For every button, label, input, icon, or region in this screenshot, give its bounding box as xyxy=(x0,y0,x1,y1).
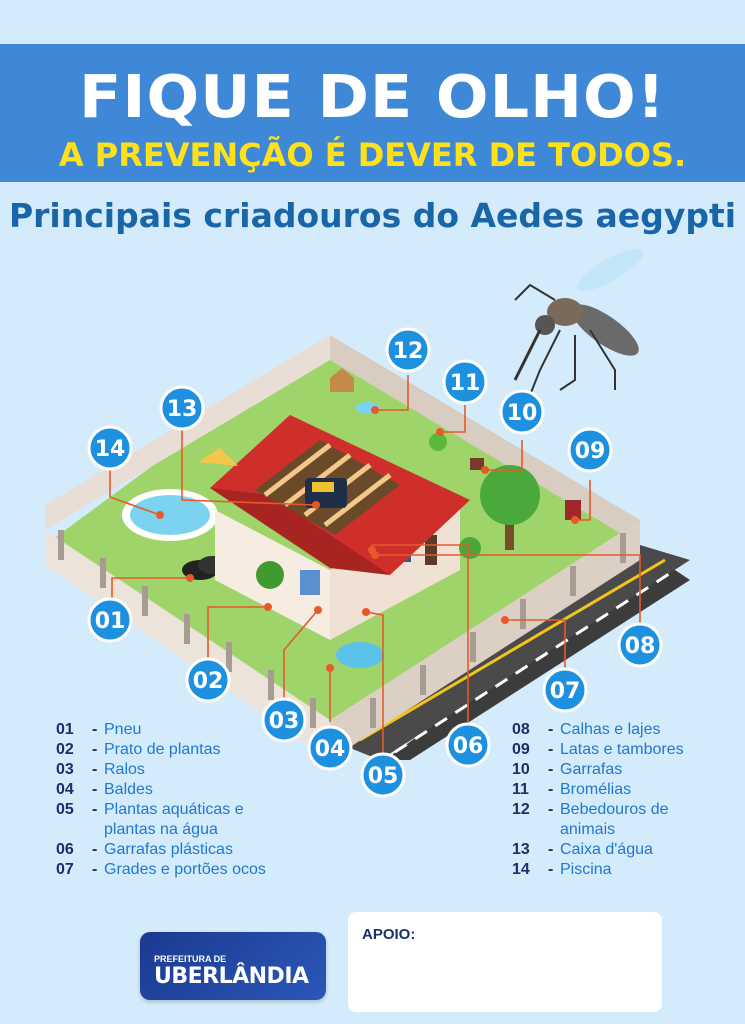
legend-item xyxy=(512,860,727,880)
legend-text: Bromélias xyxy=(560,781,632,798)
legend-left xyxy=(56,720,306,880)
legend-dash: - xyxy=(548,761,554,778)
legend-text: Plantas aquáticas e plantas na água xyxy=(104,801,244,838)
legend-text: Grades e portões ocos xyxy=(104,861,266,878)
badge-number: 14 xyxy=(94,437,126,462)
legend-text: Ralos xyxy=(104,761,145,778)
badge-number: 06 xyxy=(452,734,484,759)
badge-number: 02 xyxy=(192,669,224,694)
subtitle: A PREVENÇÃO É DEVER DE TODOS. xyxy=(58,136,687,174)
legend-number: 02 xyxy=(56,741,74,758)
legend-item xyxy=(56,760,306,780)
legend-text: Prato de plantas xyxy=(104,741,221,758)
badge-12 xyxy=(387,329,429,371)
legend-dash: - xyxy=(92,741,98,758)
badge-02 xyxy=(187,659,229,701)
legend-number: 13 xyxy=(512,841,530,858)
logo-line1: PREFEITURA DE xyxy=(154,954,227,964)
legend-right xyxy=(512,720,727,880)
badge-number: 09 xyxy=(574,439,606,464)
prefeitura-logo xyxy=(140,932,326,1000)
legend-dash: - xyxy=(92,781,98,798)
legend-text: Piscina xyxy=(560,861,612,878)
legend-item xyxy=(512,840,727,860)
legend-text: Garrafas plásticas xyxy=(104,841,233,858)
badge-11 xyxy=(444,361,486,403)
badge-number: 13 xyxy=(166,397,198,422)
legend-item xyxy=(56,720,306,740)
legend-number: 03 xyxy=(56,761,74,778)
legend-dash: - xyxy=(548,861,554,878)
legend-text: Pneu xyxy=(104,721,142,738)
legend-dash: - xyxy=(92,801,98,818)
legend-number: 05 xyxy=(56,801,74,818)
main-title: FIQUE DE OLHO! xyxy=(79,61,666,132)
badge-number: 12 xyxy=(392,339,424,364)
legend-dash: - xyxy=(548,801,554,818)
legend-number: 11 xyxy=(512,781,529,798)
legend-text: Latas e tambores xyxy=(560,741,684,758)
legend-item xyxy=(512,780,727,800)
badge-09 xyxy=(569,429,611,471)
legend-item xyxy=(56,780,306,800)
legend-item xyxy=(56,840,306,860)
apoio-label: APOIO: xyxy=(362,926,416,943)
badge-number: 01 xyxy=(94,609,126,634)
legend-text: Calhas e lajes xyxy=(560,721,661,738)
legend-number: 08 xyxy=(512,721,530,738)
badge-04 xyxy=(309,727,351,769)
legend-number: 09 xyxy=(512,741,530,758)
legend-number: 01 xyxy=(56,721,74,738)
mosquito-icon xyxy=(515,241,648,395)
badge-number: 08 xyxy=(624,634,656,659)
badge-number: 05 xyxy=(367,764,399,789)
badge-07 xyxy=(544,669,586,711)
legend-number: 14 xyxy=(512,861,530,878)
badge-10 xyxy=(501,391,543,433)
legend-text: Baldes xyxy=(104,781,153,798)
legend-dash: - xyxy=(92,721,98,738)
legend-item xyxy=(512,740,727,760)
legend-dash: - xyxy=(92,841,98,858)
legend-item xyxy=(56,800,306,840)
badge-14 xyxy=(89,427,131,469)
legend-number: 07 xyxy=(56,861,74,878)
legend-number: 10 xyxy=(512,761,530,778)
legend-item xyxy=(512,800,727,840)
badge-number: 07 xyxy=(549,679,581,704)
badge-05 xyxy=(362,754,404,796)
badge-01 xyxy=(89,599,131,641)
legend-text: Garrafas xyxy=(560,761,623,778)
pond xyxy=(336,642,384,668)
badge-number: 10 xyxy=(506,401,538,426)
logo-line2: UBERLÂNDIA xyxy=(154,964,309,989)
badge-08 xyxy=(619,624,661,666)
legend-number: 06 xyxy=(56,841,74,858)
legend-number: 04 xyxy=(56,781,74,798)
legend-dash: - xyxy=(92,761,98,778)
legend-text: Bebedouros de animais xyxy=(560,801,669,838)
legend-dash: - xyxy=(548,721,554,738)
bromeliad xyxy=(429,433,447,451)
potted-plant xyxy=(256,561,284,589)
badge-number: 03 xyxy=(268,709,300,734)
legend-text: Caixa d'água xyxy=(560,841,653,858)
legend-item xyxy=(56,740,306,760)
legend-dash: - xyxy=(548,741,554,758)
badge-number: 04 xyxy=(314,737,346,762)
badge-number: 11 xyxy=(449,371,481,396)
badge-06 xyxy=(447,724,489,766)
badge-13 xyxy=(161,387,203,429)
legend-item xyxy=(56,860,306,880)
legend-item xyxy=(512,760,727,780)
legend-dash: - xyxy=(92,861,98,878)
section-heading: Principais criadouros do Aedes aegypti xyxy=(8,196,737,235)
legend-dash: - xyxy=(548,841,554,858)
legend-item xyxy=(512,720,727,740)
legend-number: 12 xyxy=(512,801,530,818)
apoio-box xyxy=(348,912,662,1012)
legend-dash: - xyxy=(548,781,554,798)
